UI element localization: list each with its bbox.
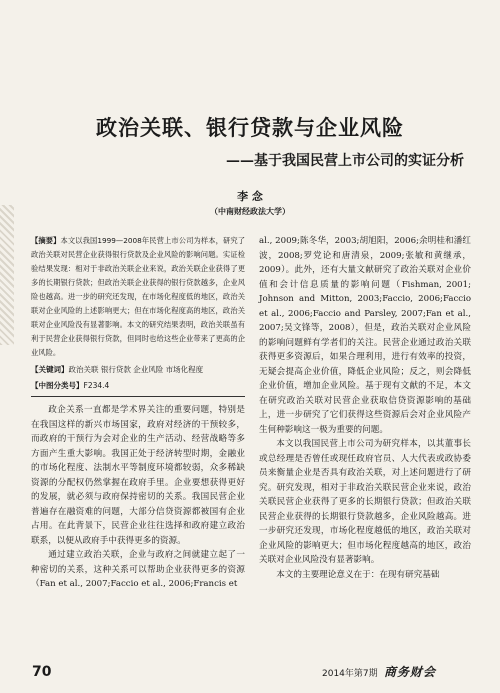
abstract-divider bbox=[31, 396, 245, 397]
page-footer bbox=[0, 660, 500, 690]
page-number: 70 bbox=[32, 664, 52, 680]
classification-text: F234.4 bbox=[83, 381, 110, 390]
keywords-text: 政治关联 银行贷款 企业风险 市场化程度 bbox=[68, 365, 204, 374]
classification bbox=[31, 379, 245, 392]
body-paragraph: al., 2009;陈冬华，2003;胡旭阳，2006;余明桂和潘红波，2008;罗党论和唐清泉，2009;张敏和黄继承，2009）。此外，还有大量文献研究了政治关联对企业价值和会计信息质量的影响问题（Fishman, 2001; Johnson and Mitton, 2003;Faccio, 2006;Faccio et al., 2006;Faccio and Parsley, 2007;Fan et al., 2007;吴文锋等，2008），但是，政治关联对企业风险的影响问题鲜有学者们的关注。民营企业通过政治关联获得更多资源后，如果合理利用，进行有效率的投资，无疑会提高企业价值，降低企业风险；反之，则会降低企业价值，增加企业风险。基于现有文献的不足，本文在研究政治关联对民营企业获取信贷资源影响的基础上，进一步研究了它们获得这些资源后会对企业风险产生何种影响这一极为重要的问题。 bbox=[259, 236, 471, 435]
abstract bbox=[31, 234, 245, 360]
abstract-label: 【摘要】 bbox=[31, 236, 61, 245]
body-paragraph: 本文的主要理论意义在于：在现有研究基础 bbox=[276, 569, 440, 580]
article-subtitle: ——基于我国民营上市公司的实证分析 bbox=[226, 153, 464, 169]
keywords-label: 【关键词】 bbox=[31, 365, 69, 374]
body-paragraph: 本文以我国民营上市公司为研究样本，以其董事长或总经理是否曾任或现任政府官员、人大代表或政协委员来衡量企业是否具有政治关联，对上述问题进行了研究。研究发现，相对于非政治关联民营企业来说，政治关联民营企业获得了更多的长期银行贷款；但政治关联民营企业获得的长期银行贷款越多，企业风险越高。进一步研究还发现，市场化程度越低的地区，政治关联对企业风险的影响更大；但市场化程度越高的地区，政治关联对企业风险没有显著影响。 bbox=[259, 439, 471, 565]
body-paragraph: 通过建立政治关联，企业与政府之间就建立起了一种密切的关系，这种关系可以帮助企业获得更多的资源（Fan et al., 2007;Faccio et al., 2006;Francis et bbox=[31, 550, 245, 589]
scan-speckle bbox=[0, 205, 14, 345]
author-name: 李 念 bbox=[237, 190, 263, 203]
body-paragraph: 政企关系一直都是学术界关注的重要问题，特别是在我国这样的新兴市场国家，政府对经济的干预较多，而政府的干预行为会对企业的生产活动、经营战略等多方面产生重大影响。我国正处于经济转型时期，金融业的市场化程度、法制水平等制度环境都较弱，众多稀缺资源的分配权仍然掌握在政府手里。企业要想获得更好的发展，就必须与政府保持密切的关系。我国民营企业普遍存在融资难的问题，大部分信贷资源都被国有企业占用。在此背景下，民营企业往往选择和政府建立政治联系，以便从政府手中获得更多的资源。 bbox=[31, 405, 245, 546]
right-column bbox=[259, 234, 471, 582]
abstract-text: 本文以我国1999—2008年民营上市公司为样本，研究了政治关联对民营企业获得银行贷款及企业风险的影响问题。实证检验结果发现：相对于非政治关联企业来说，政治关联企业获得了更多的长期银行贷款；但政治关联企业获得的银行贷款越多，企业风险也越高。进一步的研究还发现，在市场化程度低的地区，政治关联对企业风险的上述影响更大；但在市场化程度高的地区，政治关联对企业风险没有显著影响。本文的研究结果表明，政治关联虽有利于民营企业获得银行贷款，但同时也给这些企业带来了更高的企业风险。 bbox=[31, 236, 246, 357]
issue-label: 2014年第7期 bbox=[322, 669, 378, 679]
article-title: 政治关联、银行贷款与企业风险 bbox=[96, 115, 404, 140]
classification-label: 【中图分类号】 bbox=[31, 381, 84, 390]
keywords bbox=[31, 363, 245, 376]
author-affiliation: （中南财经政法大学） bbox=[210, 207, 290, 216]
journal-logo: 商务财会 bbox=[384, 665, 437, 679]
left-column bbox=[31, 234, 245, 592]
